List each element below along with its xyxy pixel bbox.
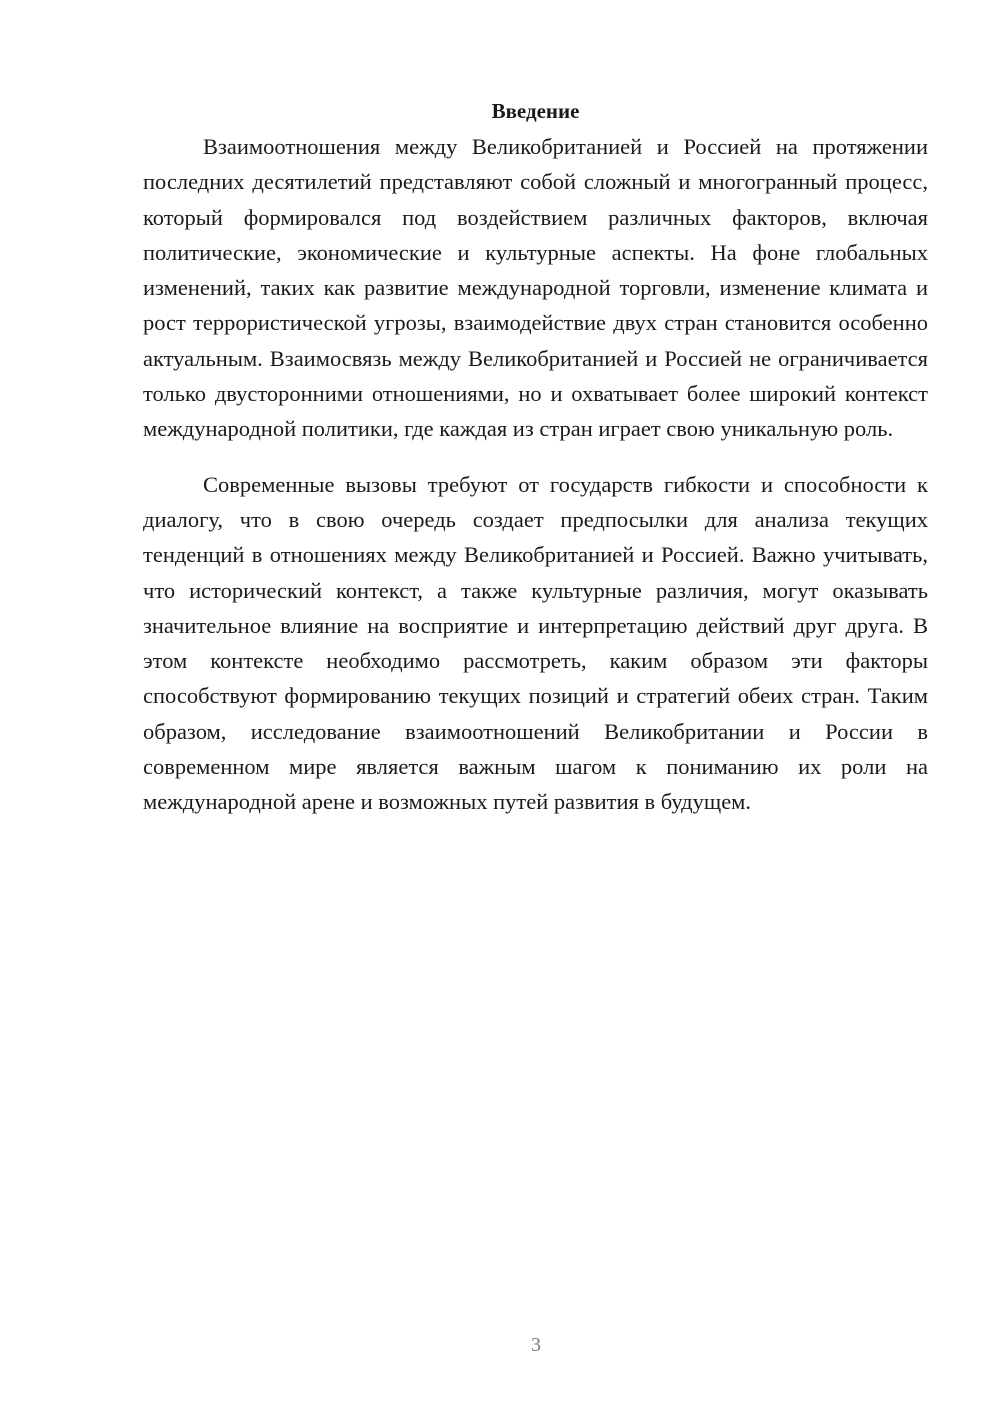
paragraph-1: Взаимоотношения между Великобританией и Россией на протяжении последних десятилетий представляют собой сложный и многогранный процесс, который формировался под воздействием различных факторов, включая политические, экономические и культурные аспекты. На фоне глобальных изменений, таких как развитие международной торговли, изменение климата и рост террористической угрозы, взаимодействие двух стран становится особенно актуальным. Взаимосвязь между Великобританией и Россией не ограничивается только двусторонними отношениями, но и охватывает более широкий контекст международной политики, где каждая из стран играет свою уникальную роль.: [143, 134, 928, 442]
section-heading: Введение: [491, 99, 580, 123]
page-content: [143, 94, 928, 820]
page-number: 3: [531, 1334, 541, 1356]
paragraph-2: Современные вызовы требуют от государств гибкости и способности к диалогу, что в свою очередь создает предпосылки для анализа текущих тенденций в отношениях между Великобританией и Россией. Важно учитывать, что исторический контекст, а также культурные различия, могут оказывать значительное влияние на восприятие и интерпретацию действий друг друга. В этом контексте необходимо рассмотреть, каким образом эти факторы способствуют формированию текущих позиций и стратегий обеих стран. Таким образом, исследование взаимоотношений Великобритании и России в современном мире является важным шагом к пониманию их роли на международной арене и возможных путей развития в будущем.: [143, 471, 928, 815]
